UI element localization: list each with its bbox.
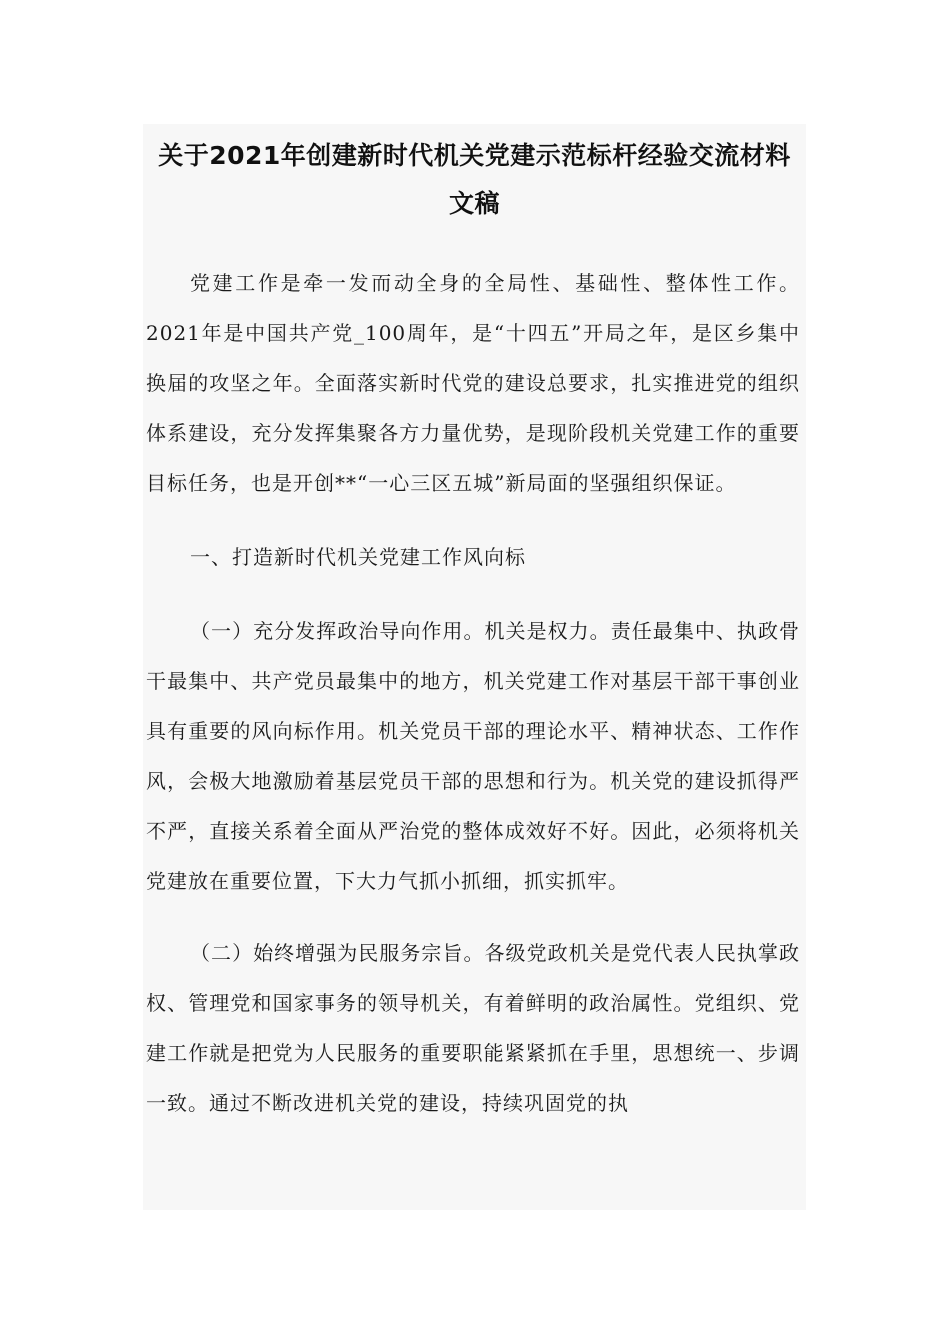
subsection-paragraph-2: （二）始终增强为民服务宗旨。各级党政机关是党代表人民执掌政权、管理党和国家事务的领导机关，有着鲜明的政治属性。党组织、党建工作就是把党为人民服务的重要职能紧紧抓在手里，思想统一、步调一致。通过不断改进机关党的建设，持续巩固党的执 xyxy=(146,941,800,1115)
section-heading-1: 一、打造新时代机关党建工作风向标 xyxy=(190,545,526,569)
intro-paragraph: 党建工作是牵一发而动全身的全局性、基础性、整体性工作。2021年是中国共产党_100周年，是“十四五”开局之年，是区乡集中换届的攻坚之年。全面落实新时代党的建设总要求，扎实推进党的组织体系建设，充分发挥集聚各方力量优势，是现阶段机关党建工作的重要目标任务，也是开创**“一心三区五城”新局面的坚强组织保证。 xyxy=(146,271,800,495)
document-page xyxy=(143,124,806,1210)
document-title: 关于2021年创建新时代机关党建示范标杆经验交流材料文稿 xyxy=(158,141,791,218)
subsection-paragraph-1: （一）充分发挥政治导向作用。机关是权力。责任最集中、执政骨干最集中、共产党员最集中的地方，机关党建工作对基层干部干事创业具有重要的风向标作用。机关党员干部的理论水平、精神状态、工作作风，会极大地激励着基层党员干部的思想和行为。机关党的建设抓得严不严，直接关系着全面从严治党的整体成效好不好。因此，必须将机关党建放在重要位置，下大力气抓小抓细，抓实抓牢。 xyxy=(146,619,800,893)
